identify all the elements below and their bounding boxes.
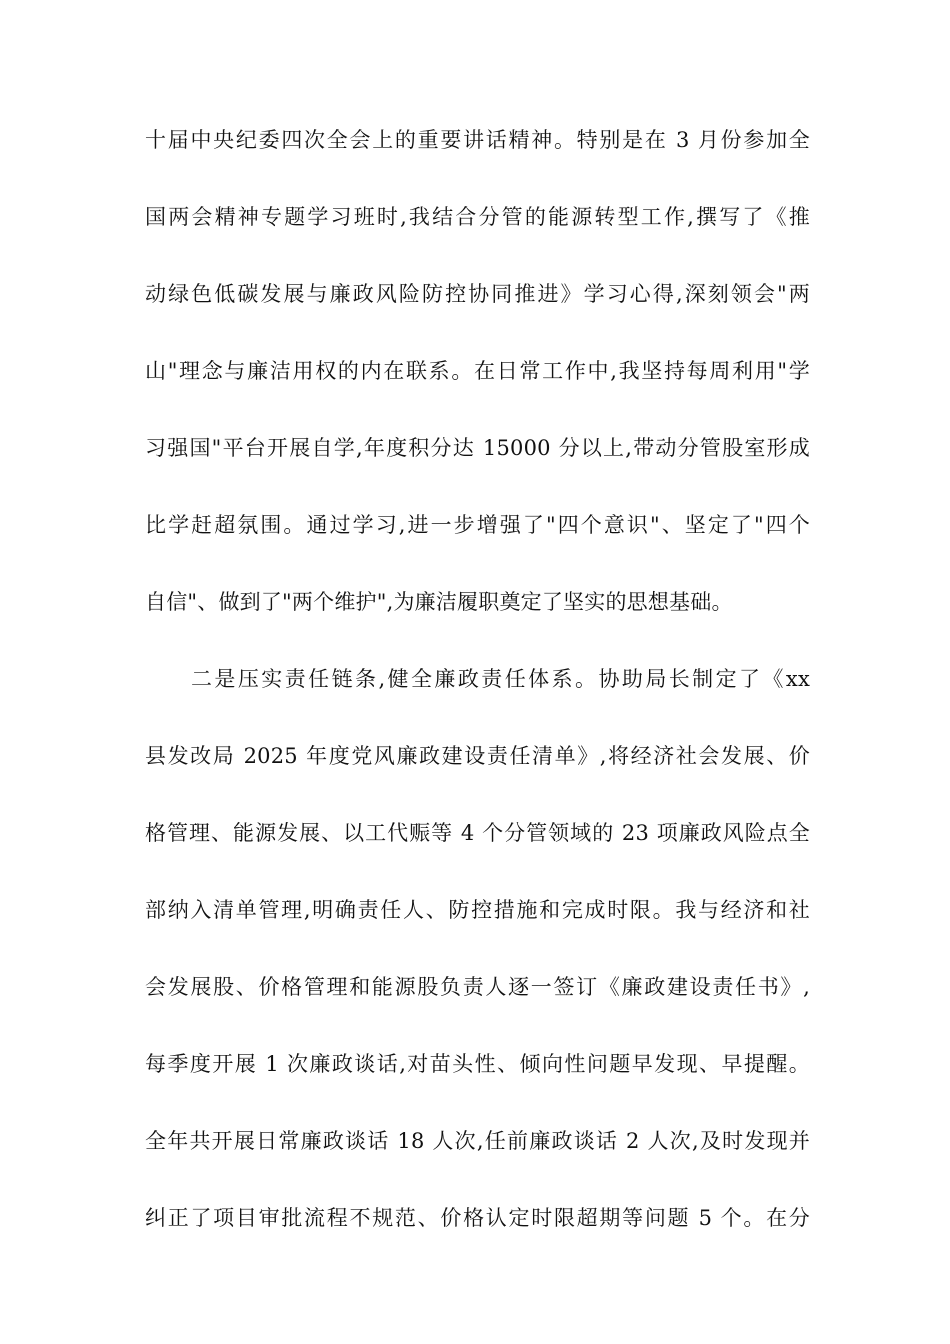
text-line: 国两会精神专题学习班时,我结合分管的能源转型工作,撰写了《推 [145,205,810,229]
paragraph-start-line: 二是压实责任链条,健全廉政责任体系。协助局长制定了《xx [191,667,810,691]
text-line: 格管理、能源发展、以工代赈等 4 个分管领域的 23 项廉政风险点全 [145,821,810,845]
text-line: 会发展股、价格管理和能源股负责人逐一签订《廉政建设责任书》, [145,975,810,999]
text-line: 全年共开展日常廉政谈话 18 人次,任前廉政谈话 2 人次,及时发现并 [145,1129,810,1153]
text-line: 部纳入清单管理,明确责任人、防控措施和完成时限。我与经济和社 [145,898,810,922]
text-line: 县发改局 2025 年度党风廉政建设责任清单》,将经济社会发展、价 [145,744,810,768]
text-line: 动绿色低碳发展与廉政风险防控协同推进》学习心得,深刻领会"两 [145,282,810,306]
text-line: 十届中央纪委四次全会上的重要讲话精神。特别是在 3 月份参加全 [145,128,810,152]
text-line: 纠正了项目审批流程不规范、价格认定时限超期等问题 5 个。在分 [145,1206,810,1230]
text-line: 每季度开展 1 次廉政谈话,对苗头性、倾向性问题早发现、早提醒。 [145,1052,810,1076]
text-line: 山"理念与廉洁用权的内在联系。在日常工作中,我坚持每周利用"学 [145,359,810,383]
text-line: 自信"、做到了"两个维护",为廉洁履职奠定了坚实的思想基础。 [145,590,733,614]
text-line: 习强国"平台开展自学,年度积分达 15000 分以上,带动分管股室形成 [145,436,810,460]
text-line: 比学赶超氛围。通过学习,进一步增强了"四个意识"、坚定了"四个 [145,513,810,537]
